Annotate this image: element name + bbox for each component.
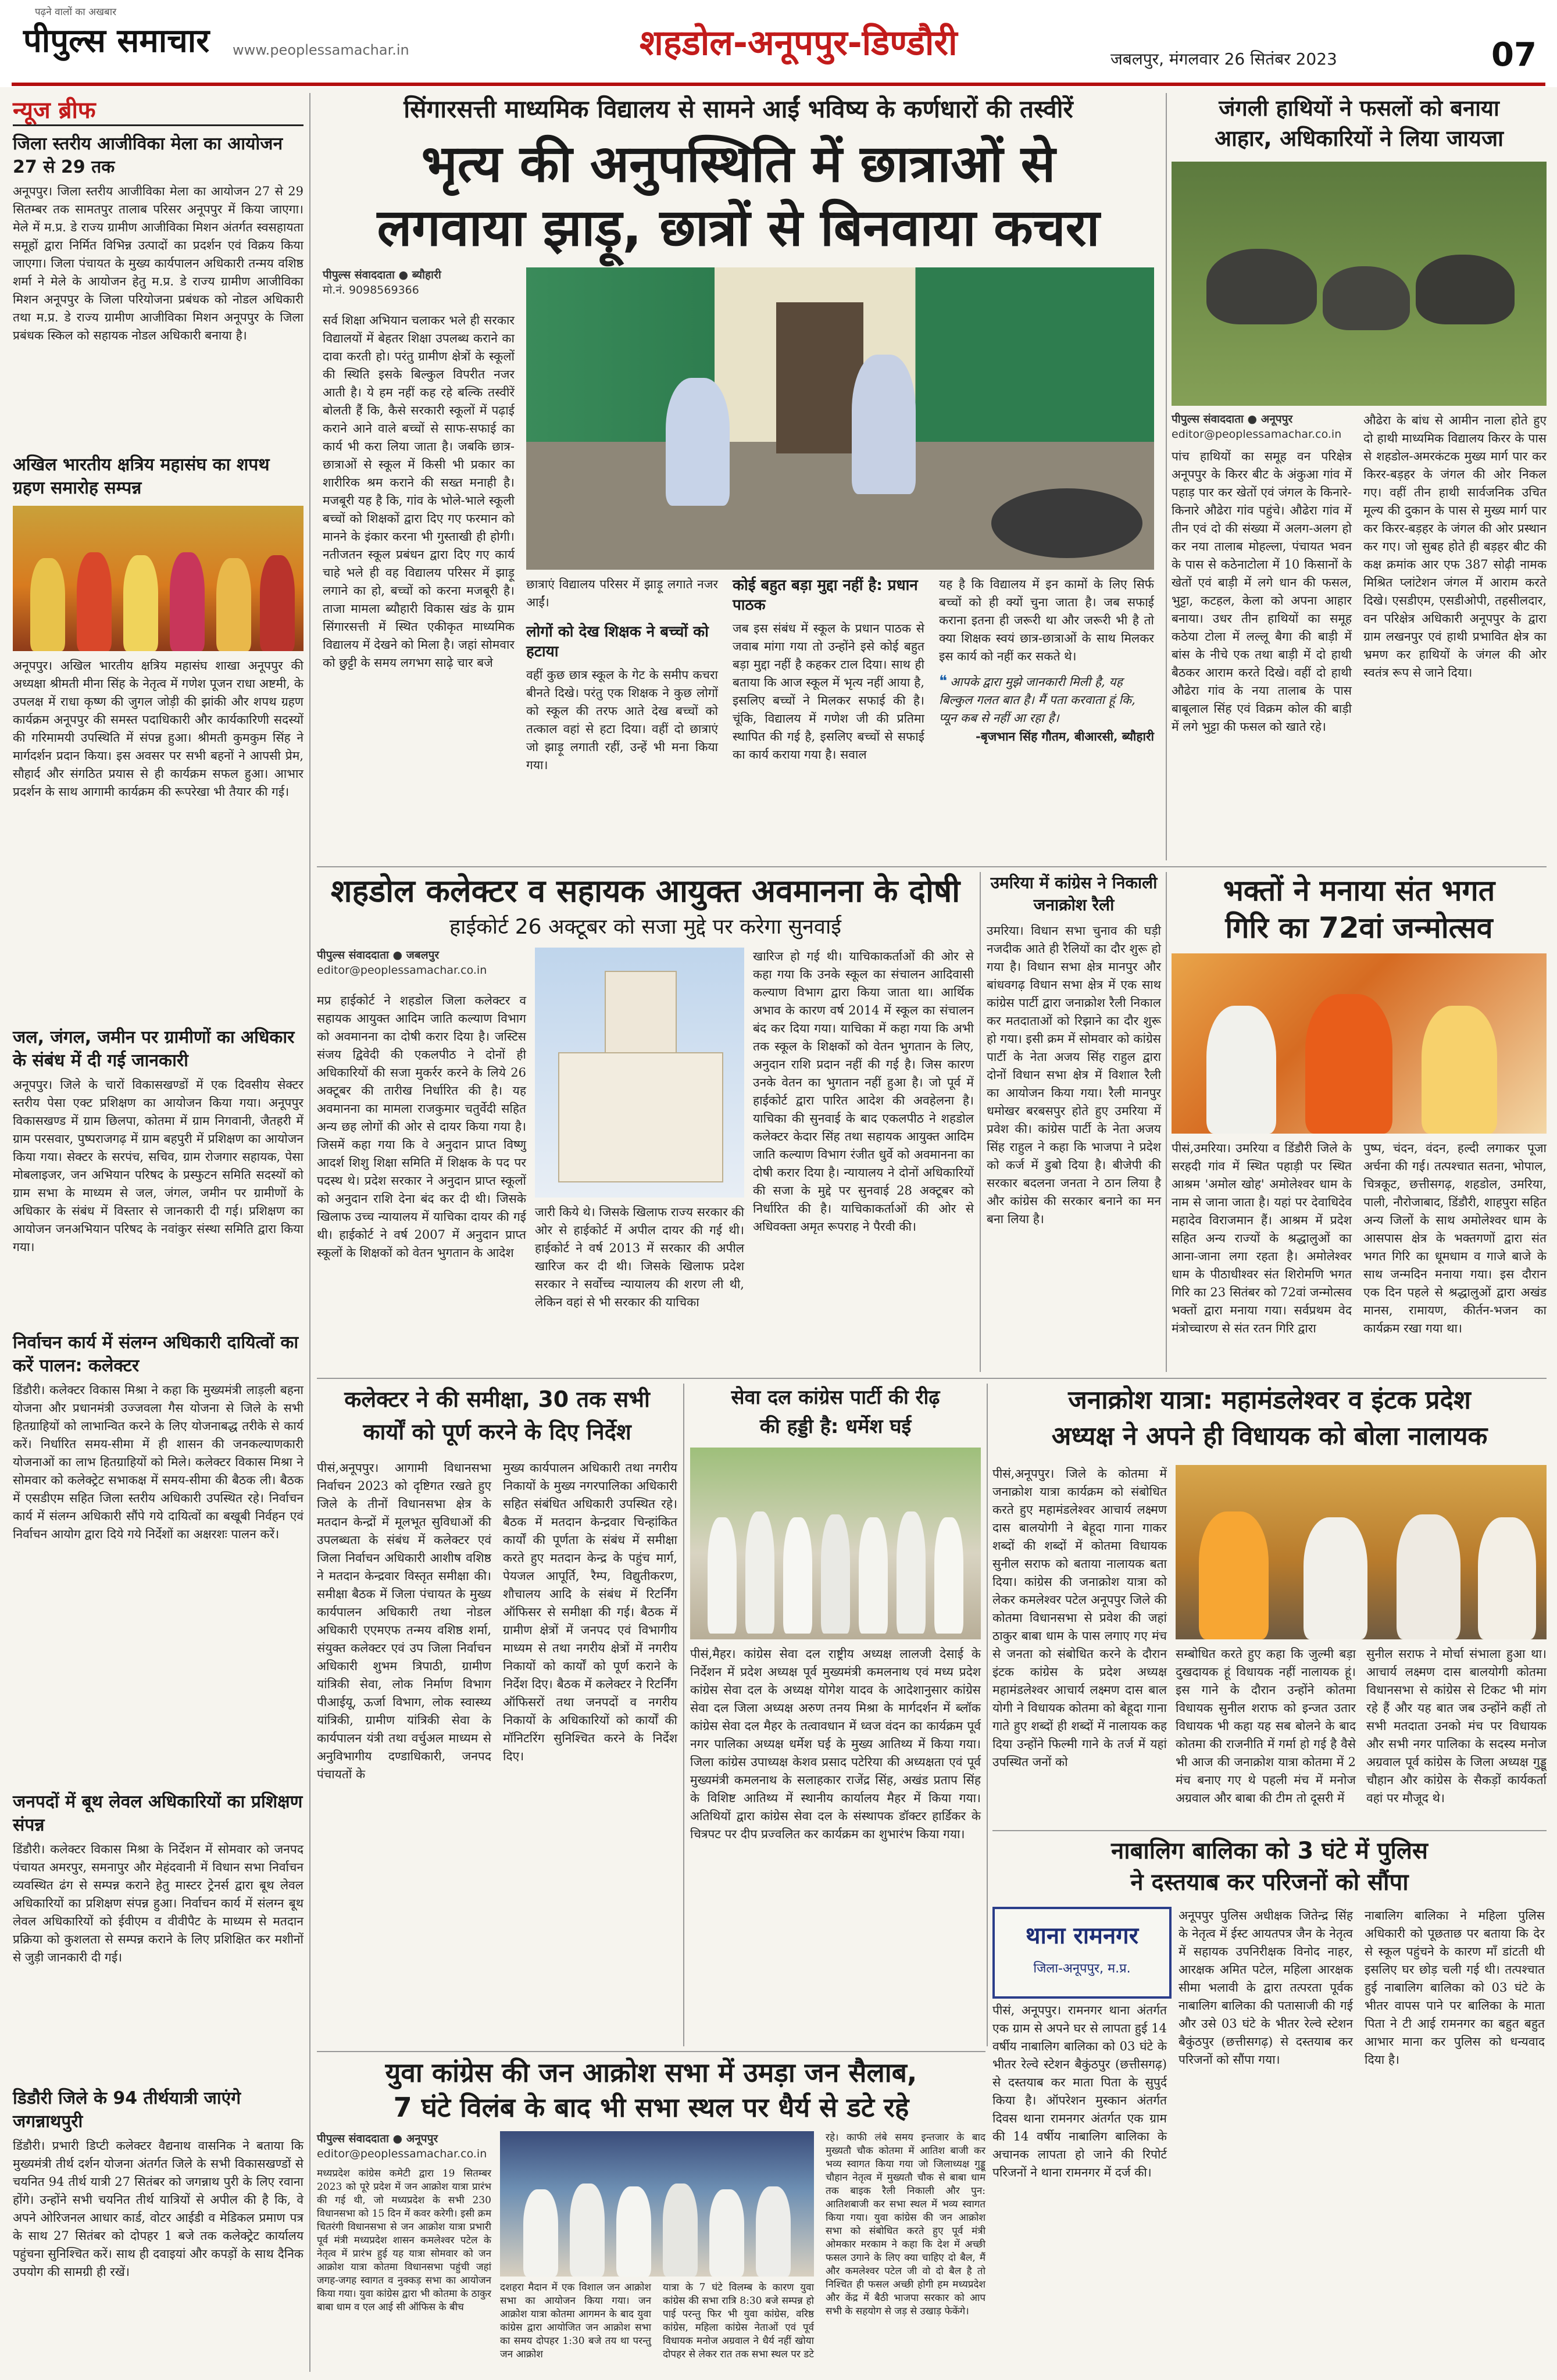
brief-body-2: अनूपपुर। अखिल भारतीय क्षत्रिय महासंघ शाखा अनूपपुर की अध्यक्षा श्रीमती मीना सिंह के नेतृत्व में गणेश पूजन राधा अष्टमी, के उपलक्ष में राधा कृष्ण की जुगल जोड़ी की झांकी और शपथ ग्रहण कार्यक्रम अनूपपुर की समस्त पदाधिकारी और कार्यकारिणी सदस्यों की गरिमामयी उपस्थिति में संपन्न हुआ। श्रीमती कुमकुम सिंह ने मार्गदर्शन प्रदान किया। इस अवसर पर सभी बहनों ने आपसी प्रेम, सौहार्द और संगठित प्रयास से ही कार्यक्रम सफल हुआ। आभार प्रदर्शन के साथ आगामी कार्यक्रम की रूपरेखा भी तैयार की गई। — [13, 659, 303, 799]
brief-body-3: अनूपपुर। जिले के चारों विकासखण्डों में एक दिवसीय सेक्टर स्तरीय पेसा एक्ट प्रशिक्षण का आयोजन किया गया। अनूपपुर विकासखण्ड में ग्राम छिलपा, कोतमा में ग्राम निगवानी, जैतहरी में ग्राम परसवार, पुष्पराजगढ़ में ग्राम बहपुरी में प्रशिक्षण का आयोजन किया गया। सेक्टर के सरपंच, सचिव, ग्राम रोजगार सहायक, पेसा मोबलाइजर, जन अभियान परिषद के प्रस्फुटन समिति सदस्यों को ग्राम सभा के माध्यम से जल, जंगल, जमीन पर ग्रामीणों के अधिकार के संबंध में विस्तार से जानकारी दी गई। प्रशिक्षण का आयोजन जनअभियान परिषद के नवांकुर संस्था समिति द्वारा किया गया। — [13, 1078, 303, 1254]
brief-body-1: अनूपपुर। जिला स्तरीय आजीविका मेला का आयोजन 27 से 29 सितम्बर तक सामतपुर तालाब परिसर अनूपपुर में किया जाएगा। मेले में म.प्र. डे राज्य ग्रामीण आजीविका मिशन अंतर्गत स्वसहायता समूहों द्वारा निर्मित विभिन्न उत्पादों का प्रदर्शन एवं विक्रय किया जाएगा। जिला पंचायत के मुख्य कार्यपालन अधिकारी तन्मय वशिष्ठ शर्मा ने मेले के आयोजन हेतु म.प्र. डे राज्य ग्रामीण आजीविका मिशन अनूपपुर के जिला परियोजना प्रबंधक को नोडल अधिकारी तथा म.प्र. डे राज्य ग्रामीण आजीविका मिशन अनूपपुर के जिला प्रबंधक स्किल को सहायक नोडल अधिकारी बनाया है। — [13, 184, 303, 342]
elephant-byline: पीपुल्स संवाददाता ● अनूपपुर — [1172, 413, 1293, 426]
lead-col4: यह है कि विद्यालय में इन कामों के लिए सिर्फ बच्चों को ही क्यों चुना जाता है। जब सफाई कराना इतना ही जरूरी था और जरूरी भी है तो क्या शिक्षक स्वयं छात्र-छात्राओं के साथ मिलकर इस कार्य को नहीं कर सकते थे। — [939, 577, 1154, 663]
thana-sign — [992, 1907, 1172, 1999]
minor-headline-line1[interactable]: नाबालिग बालिका को 3 घंटे में पुलिस — [1111, 1838, 1428, 1864]
brief-body-5: डिंडौरी। कलेक्टर विकास मिश्रा के निर्देशन में सोमवार को जनपद पंचायत अमरपुर, समनापुर और मेहंदवानी में विधान सभा निर्वाचन व्यवस्थित ढंग से सम्पन्न कराने हेतु मास्टर ट्रेनर्स द्वारा बूथ लेवल अधिकारियों का प्रशिक्षण संपन्न हुआ। निर्वाचन कार्य में संलग्न बूथ लेवल अधिकारियों को ईवीएम व वीवीपैट के माध्यम से मतदान प्रक्रिया को कुशलता से सम्पन्न कराने के लिए प्रशिक्षित कर मशीनों से जुड़ी जानकारी दी गई। — [13, 1842, 303, 1964]
elephant-email[interactable]: editor@peoplessamachar.co.in — [1172, 428, 1342, 441]
sevadal-story — [690, 1384, 981, 2046]
review-col1: पीसं,अनूपपुर। आगामी विधानसभा निर्वाचन 2023 को दृष्टिगत रखते हुए जिले के तीनों विधानसभा क्षेत्र के मतदान केन्द्रों में मूलभूत सुविधाओं की उपलब्धता के संबंध में कलेक्टर एवं जिला निर्वाचन अधिकारी आशीष वशिष्ठ ने मतदान केन्द्रवार विस्तृत समीक्षा की। समीक्षा बैठक में जिला पंचायत के मुख्य कार्यपालन अधिकारी तथा नोडल अधिकारी एएमएफ तन्मय वशिष्ठ शर्मा, संयुक्त कलेक्टर एवं उप जिला निर्वाचन अधिकारी शुभम त्रिपाठी, ग्रामीण यांत्रिकी सेवा, लोक निर्माण विभाग पीआईयू, ऊर्जा विभाग, लोक स्वास्थ्य यांत्रिकी, ग्रामीण यांत्रिकी सेवा के कार्यपालन यंत्री तथा वर्चुअल माध्यम से अनुविभागीय दण्डाधिकारी, जनपद पंचायतों के — [317, 1461, 491, 1781]
brief-headline-6[interactable]: डिडौरी जिले के 94 तीर्थयात्री जाएंगे जगन्नाथपुरी — [13, 2088, 241, 2132]
news-brief-column — [13, 93, 303, 2372]
sant-bhagat-story — [1172, 872, 1547, 1372]
umaria-body: उमरिया। विधान सभा चुनाव की घड़ी नजदीक आते ही रैलियों का दौर शुरू हो गया है। विधान सभा क्षेत्र मानपुर और बांधवगढ़ विधान सभा क्षेत्र में एक साथ कांग्रेस पार्टी द्वारा जनाक्रोश रैली निकाल कर मतदाताओं को रिझाने का दौर शुरू हो गया। इसी क्रम में सोमवार को कांग्रेस पार्टी के नेता अजय सिंह राहुल द्वारा दोनों विधान सभा क्षेत्र में विशाल रैली का आयोजन किया गया। रैली मानपुर धमोखर बरबसपुर होते हुए उमरिया में प्रवेश की। कांग्रेस पार्टी के नेता अजय सिंह राहुल ने कहा कि भाजपा ने प्रदेश को कर्ज में डुबो दिया है। बीजेपी की सरकार बदलना जनता ने ठान लिया है और कांग्रेस की सरकार बनाने का मन बना लिया है। — [987, 924, 1161, 1226]
brief-body-6: डिंडौरी। प्रभारी डिप्टी कलेक्टर वैद्यनाथ वासनिक ने बताया कि मुख्यमंत्री तीर्थ दर्शन योजना अंतर्गत जिले के सभी विकासखण्डों से चयनित 94 तीर्थ यात्री 27 सितंबर को जगन्नाथ पुरी के लिए रवाना होंगे। उन्होंने सभी चयनित तीर्थ यात्रियों से अपील की है कि, वे अपने ओरिजनल आधार कार्ड, वोटर आईडी व मेडिकल प्रमाण पत्र के साथ 27 सितंबर को दोपहर 1 बजे तक कलेक्ट्रेट कार्यालय पहुंचना सुनिश्चित करें। साथ ही दवाइयां और कपड़ों के साथ दैनिक उपयोग की सामग्री ही रखें। — [13, 2139, 303, 2279]
youth-photo — [500, 2131, 814, 2277]
minor-body-3: नाबालिग बालिका ने महिला पुलिस अधिकारी को पूछताछ पर बताया कि देर से स्कूल पहुंचने के कारण माँ डांटती थी इसलिए घर छोड़ चली गई थी। तत्पश्चात हुई नाबालिग बालिका को 03 घंटे के भीतर वापस पाने पर बालिका के माता पिता ने टी आई रामनगर का बहुत बहुत आभार माना कर पुलिस को धन्यवाद दिया है। — [1365, 1909, 1545, 2067]
sant-headline-line1[interactable]: भक्तों ने मनाया संत भगत — [1223, 874, 1495, 907]
youth-headline-line2[interactable]: 7 घंटे विलंब के बाद भी सभा स्थल पर धैर्य से डटे रहे — [393, 2092, 909, 2123]
lead-subhead-2: कोई बहुत बड़ा मुद्दा नहीं है: प्रधान पाठक — [733, 577, 918, 614]
review-headline-line1[interactable]: कलेक्टर ने की समीक्षा, 30 तक सभी — [344, 1386, 650, 1412]
umaria-headline[interactable]: उमरिया में कांग्रेस ने निकाली जनाक्रोश रैली — [990, 873, 1158, 914]
lead-byline: पीपुल्स संवाददाता ● ब्यौहारी — [323, 269, 441, 281]
collector-headline[interactable]: शहडोल कलेक्टर व सहायक आयुक्त अवमानना के दोषी — [330, 873, 960, 909]
sevadal-headline-line1[interactable]: सेवा दल कांग्रेस पार्टी की रीढ़ — [731, 1386, 940, 1409]
brief-headline-4[interactable]: निर्वाचन कार्य में संलग्न अधिकारी दायित्वों का करें पालन: कलेक्टर — [13, 1332, 299, 1376]
janakrosh-story — [992, 1384, 1547, 1825]
website-link[interactable]: www.peoplessamachar.in — [233, 42, 409, 58]
youth-col2: दशहरा मैदान में एक विशाल जन आक्रोश सभा का आयोजन किया गया। जन आक्रोश यात्रा कोतमा आगमन के बाद युवा कांग्रेस द्वारा आयोजित जन आक्रोश सभा का समय दोपहर 1:30 बजे तय था परन्तु जन आक्रोश — [500, 2282, 651, 2360]
janakrosh-headline-line2[interactable]: अध्यक्ष ने अपने ही विधायक को बोला नालायक — [1051, 1421, 1488, 1451]
janakrosh-col2: सम्बोधित करते हुए कहा कि जुल्मी बड़ा दुखदायक हूं विधायक नहीं नालायक हूं। इस गाने के दौरान उन्होंने कोतमा विधायक सुनील शराफ को इन्जत उतार विधायक भी कहा यह सब बोलने के बाद कोतमा की राजनीति में गर्मा हो गई है वैसे भी आज की जनाक्रोश यात्रा कोतमा में 2 मंच बनाए गए थे पहली मंच में मनोज अग्रवाल और बाबा की टीम तो दूसरी में — [1176, 1647, 1356, 1805]
sevadal-body: पीसं,मैहर। कांग्रेस सेवा दल राष्ट्रीय अध्यक्ष लालजी देसाई के निर्देशन में प्रदेश अध्यक्ष पूर्व मुख्यमंत्री कमलनाथ एवं मध्य प्रदेश कांग्रेस सेवा दल के अध्यक्ष योगेश यादव के आदेशानुसार कांग्रेस सेवा दल जिला अध्यक्ष अरुण तनय मिश्रा के मार्गदर्शन में ब्लॉक कांग्रेस सेवा दल मैहर के तत्वावधान में ध्वज वंदन का कार्यक्रम पूर्व नगर पालिका अध्यक्ष धर्मेश घई के मुख्य आतिथ्य में किया गया। जिला कांग्रेस उपाध्यक्ष केशव प्रसाद पटेरिया की अध्यक्षता एवं पूर्व मुख्यमंत्री कमलनाथ के सलाहकार राजेंद्र सिंह, अखंड प्रताप सिंह के विशिष्ट आतिथ्य में स्थानीय कार्यालय मैहर में किया गया। अतिथियों द्वारा कांग्रेस सेवा दल के संस्थापक डॉक्टर हार्डिकर के चित्रपट पर दीप प्रज्वलित कर कार्यक्रम का शुभारंभ किया गया। — [690, 1647, 981, 1841]
lead-contact: मो.नं. 9098569366 — [323, 284, 419, 296]
review-col2: मुख्य कार्यपालन अधिकारी तथा नगरीय निकायों के मुख्य नगरपालिका अधिकारी सहित संबंधित अधिकारी उपस्थित रहे। बैठक में मतदान केन्द्रवार चिन्हांकित कार्यों की पूर्णता के संबंध में समीक्षा करते हुए मतदान केन्द्र के पहुंच मार्ग, पेयजल आपूर्ति, रैम्प, विद्युतीकरण, शौचालय आदि के संबंध में रिटर्निंग ऑफिसर से समीक्षा की गई। बैठक में ग्रामीण क्षेत्रों में जनपद एवं विभागीय माध्यम से तथा नगरीय क्षेत्रों में नगरीय निकायों को कार्यों को पूर्ण कराने के निर्देश दिए। बैठक में कलेक्टर ने रिटर्निंग ऑफिसरों तथा जनपदों व नगरीय निकायों के अधिकारियों को कार्यों की मॉनिटरिंग सुनिश्चित करने के निर्देश दिए। — [503, 1461, 677, 1763]
dateline: जबलपुर, मंगलवार 26 सितंबर 2023 — [1110, 49, 1337, 69]
lead-headline-line2[interactable]: लगवाया झाड़ू, छात्रों से बिनवाया कचरा — [377, 198, 1100, 258]
elephant-headline-line1[interactable]: जंगली हाथियों ने फसलों को बनाया — [1219, 95, 1499, 121]
page-number: 07 — [1491, 36, 1537, 74]
sevadal-photo — [690, 1448, 981, 1639]
thana-sign-title: थाना रामनगर — [1025, 1922, 1139, 1949]
sant-photo — [1172, 953, 1547, 1134]
brief-headline-2[interactable]: अखिल भारतीय क्षत्रिय महासंघ का शपथ ग्रहण समारोह सम्पन्न — [13, 455, 270, 498]
janakrosh-col1: पीसं,अनूपपुर। जिले के कोतमा में जनाक्रोश यात्रा कार्यक्रम को संबोधित करते हुए महामंडलेश्वर आचार्य लक्ष्मण दास बालयोगी ने बेहूदा गाना गाकर शब्दों की शब्दों में कोतमा विधायक सुनील सराफ को बताया नालायक बता दिया। कांग्रेस की जनाक्रोश यात्रा को लेकर कमलेश्वर पटेल अनूपपुर जिले की कोतमा विधानसभा से प्रवेश की जहां ठाकुर बाबा धाम के पास लगाए गए मंच से जनता को संबोधित करने के दौरान इंटक कांग्रेस के प्रदेश अध्यक्ष महामंडलेश्वर आचार्य लक्ष्मण दास बाल योगी ने विधायक कोतमा को बेहूदा गाना गाते हुए शब्दों ही शब्दों में नालायक कह दिया उन्होंने फिल्मी गाने के तर्ज में यहां उपस्थित जनों को — [992, 1467, 1167, 1769]
youth-byline: पीपुल्स संवाददाता ● अनूपपुर — [317, 2132, 438, 2145]
paper-logo: पीपुल्स समाचार — [23, 22, 210, 60]
youth-col4: रहे। काफी लंबे समय इन्तजार के बाद मुख्यतौ चौक कोतमा में आतिश बाजी कर भव्य स्वागत किया गया जो जिलाध्यक्ष गुड्डू चौहान नेतृत्व में मुख्यतौ चौक से बाबा धाम तक बाइक रैली निकाली और पुन: आतिशबाजी कर सभा स्थल में भव्य स्वागत किया गया। युवा कांग्रेस की जन आक्रोश सभा को संबोधित करते हुए पूर्व मंत्री ओमकार मरकाम ने कहा कि देश में अच्छी फसल उगाने के लिए क्या चाहिए दो बैल, मैं और कमलेश्वर पटेल जी वो दो बैल है तो निश्चित ही फसल अच्छी होगी हम मध्यप्रदेश और केंद्र में बैठी भाजपा सरकार को आप सभी के सहयोग से जड़ से उखाड़ फेकेंगे। — [826, 2132, 985, 2317]
lead-quote-author: -बृजभान सिंह गौतम, बीआरसी, ब्यौहारी — [976, 729, 1154, 744]
lead-quote-box — [939, 673, 1154, 745]
brief-headline-1[interactable]: जिला स्तरीय आजीविका मेला का आयोजन 27 से 29 तक — [13, 134, 283, 177]
janakrosh-headline-line1[interactable]: जनाक्रोश यात्रा: महामंडलेश्वर व इंटक प्रदेश — [1068, 1385, 1471, 1415]
highcourt-photo — [535, 948, 744, 1198]
collector-col2: जारी किये थे। जिसके खिलाफ राज्य सरकार की ओर से हाईकोर्ट में अपील दायर की गई थी। हाईकोर्ट ने वर्ष 2013 में सरकार की अपील खारिज कर दी थी। जिसके खिलाफ प्रदेश सरकार ने सर्वोच्च न्यायालय की शरण ली थी, लेकिन वहां से भी सरकार की याचिका — [535, 1205, 744, 1309]
collector-review-story — [317, 1384, 677, 2046]
section-title: शहडोल-अनूपपुर-डिण्डौरी — [640, 23, 958, 63]
youth-email[interactable]: editor@peoplessamachar.co.in — [317, 2147, 487, 2160]
paper-tagline: पढ़ने वालों का अखबार — [35, 6, 117, 18]
minor-headline-line2[interactable]: ने दस्तयाब कर परिजनों को सौंपा — [1130, 1869, 1409, 1896]
sant-body-1: पीसं,उमरिया। उमरिया व डिंडौरी जिले के सरहदी गांव में स्थित पहाड़ी पर स्थित आश्रम 'अमोल खोह' अमोलेश्वर धाम के नाम से जाना जाता है। यहां पर देवाधिदेव महादेव विराजमान हैं। आश्रम में प्रदेश सहित अन्य राज्यों के श्रद्धालुओं का आना-जाना लगा रहता है। अमोलेश्वर धाम के पीठाधीश्वर संत शिरोमणि भगत गिरि का 23 सितंबर को 72वां जन्मोत्सव भक्तों द्वारा मनाया गया। सर्वप्रथम वेद मंत्रोच्चारण से संत रतन गिरि द्वारा — [1172, 1141, 1352, 1335]
review-headline-line2[interactable]: कार्यों को पूर्ण करने के दिए निर्देश — [363, 1419, 631, 1445]
thana-sign-sub: जिला-अनूपपुर, म.प्र. — [1033, 1961, 1131, 1976]
elephant-story — [1172, 93, 1547, 866]
collector-col1: मप्र हाईकोर्ट ने शहडोल जिला कलेक्टर व सहायक आयुक्त आदिम जाति कल्याण विभाग को अवमानना का दोषी करार दिया है। जस्टिस संजय द्विवेदी की एकलपीठ ने दोनों ही अधिकारियों की सजा मुकर्रर करने के लिये 26 अक्टूबर की तारीख निर्धारित की है। यह अवमानना का मामला राजकुमार चतुर्वेदी सहित अन्य छह लोगों की ओर से दायर किया गया है। जिसमें कहा गया कि वे अनुदान प्राप्त विष्णु आदर्श शिशु शिक्षा समिति में शिक्षक के पद पर पदस्थ थे। प्रदेश सरकार ने अनुदान प्राप्त स्कूलों को अनुदान राशि देना बंद कर दी थी। जिसके खिलाफ उच्च न्यायालय में याचिका दायर की गई थी। हाईकोर्ट ने वर्ष 2007 में अनुदान प्राप्त स्कूलों के शिक्षकों को वेतन भुगतान के आदेश — [317, 994, 526, 1260]
quote-icon: ❝ — [939, 673, 947, 690]
elephant-col2: औढेरा के बांध से आमीन नाला होते हुए दो हाथी माध्यमिक विद्यालय किरर के पास से शहडोल-अमरकंटक मुख्य मार्ग पार कर किरर-बड़हर के जंगल की ओर निकल गए। वहीं तीन हाथी सार्वजनिक उचित मूल्य की दुकान के पास से मुख्य मार्ग पार कर किरर-बड़हर के जंगल की ओर प्रस्थान कर गए। जो सुबह होते ही बड़हर बीट की कक्ष क्रमांक आर एफ 387 सोढ़ी नामक मिश्रित प्लांटेशन जंगल में आराम करते दिखे। एसडीएम, एसडीओपी, तहसीलदार, वन परिक्षेत्र अधिकारी अनूपपुर के द्वारा ग्राम लखनपुर एवं हाथी प्रभावित क्षेत्र का भ्रमण कर हाथियों के जंगल की ओर स्वतंत्र रूप से जाने दिया। — [1363, 413, 1547, 680]
lead-col1: सर्व शिक्षा अभियान चलाकर भले ही सरकार विद्यालयों में बेहतर शिक्षा उपलब्ध कराने का दावा करती हो। परंतु ग्रामीण क्षेत्रों के स्कूलों की स्थिति इसके बिल्कुल विपरीत नजर आती है। ये हम नहीं कह रहे बल्कि तस्वीरें बोलती हैं कि, कैसे सरकारी स्कूलों में पढ़ाई कराने आने वाले बच्चों से साफ-सफाई का कार्य भी करा लिया जाता है। जबकि छात्र-छात्राओं से स्कूल में किसी भी प्रकार का शारीरिक श्रम कराने की सख्त मनाही है। मजबूरी यह है कि, गांव के भोले-भाले स्कूली बच्चों को शिक्षकों द्वारा दिए गए फरमान को मानने के इंकार करना भी गुस्ताखी ही होगी। नतीजतन स्कूल प्रबंधन द्वारा दिए गए कार्य चाहे भले ही वह विद्यालय परिसर में झाड़ू लगाने का हो, बच्चों को करना मजबूरी है। ताजा मामला ब्यौहारी विकास खंड के ग्राम सिंगारसत्ती में स्थित एकीकृत माध्यमिक विद्यालय में देखने को मिला है। जहां सोमवार को छुट्टी के समय लगभग साढ़े चार बजे — [323, 313, 515, 670]
collector-byline: पीपुल्स संवाददाता ● जबलपुर — [317, 949, 440, 962]
lead-headline-line1[interactable]: भृत्य की अनुपस्थिति में छात्राओं से — [421, 134, 1056, 194]
elephant-headline-line2[interactable]: आहार, अधिकारियों ने लिया जायजा — [1215, 126, 1504, 151]
elephant-col1: पांच हाथियों का समूह वन परिक्षेत्र अनूपपुर के किरर बीट के अंकुआ गांव में पहाड़ पार कर खेतों एवं जंगल के किनारे-किनारे औढेरा गांव पहुंचे। औढेरा गांव में तीन एवं दो की संख्या में अलग-अलग हो कर नया तालाब मोहल्ला, पंचायत भवन के पास से कठेनाटोला में 10 किसानों के खेतों एवं बाड़ी में लगे धान की फसल, भुट्टा, कटहल, केला को अपना आहार बनाया। उधर तीन हाथियों का समूह कठेया टोला में लल्लू बैगा की बाड़ी में बांस के नीचे एक तथा बाड़ी में दो हाथी बैठकर आराम करते दिखे। वहीं दो हाथी औढेरा गांव के नया तालाब के पास बाबूलाल सिंह एवं विक्रम कोल की बाड़ी में लगे भुट्टा की फसल को खाते रहे। — [1172, 449, 1352, 734]
minor-body-2: पीसं, अनूपपुर। रामनगर थाना अंतर्गत एक ग्राम से अपने घर से लापता हुई 14 वर्षीय नाबालिग बालिका को 03 घंटे के भीतर रेल्वे स्टेशन बैकुंठपुर (छत्तीसगढ़) से दस्तयाब कर माता पिता के सुपुर्द किया है। ऑपरेशन मुस्कान अंतर्गत दिवस थाना रामनगर अंतर्गत एक ग्राम की 14 वर्षीय नाबालिग बालिका के अचानक लापता हो जाने की रिपोर्ट परिजनों ने थाना रामनगर में दर्ज की। — [992, 2003, 1167, 2179]
lead-subhead-1: लोगों को देख शिक्षक ने बच्चों को हटाया — [526, 623, 709, 660]
janakrosh-col3: सुनील सराफ ने मोर्चा संभाला हुआ था। आचार्य लक्ष्मण दास बालयोगी कोतमा विधानसभा से कांग्रेस से टिकट भी मांग रहे हैं और यह बात जब उन्होंने कहीं तो सभी मतदाता उनको मंच पर विधायक और सभी नगर पालिका के सदस्य मनोज अग्रवाल पूर्व कांग्रेस के जिला अध्यक्ष गुड्डू चौहान और कांग्रेस के सैकड़ों कार्यकर्ता वहां पर मौजूद थे। — [1366, 1647, 1547, 1805]
brief-photo-kshatriya — [13, 506, 303, 651]
youth-congress-story — [317, 2056, 985, 2372]
lead-col3: जब इस संबंध में स्कूल के प्रधान पाठक से जवाब मांगा गया तो उन्होंने इसे कोई बहुत बड़ा मुद्दा नहीं है कहकर टाल दिया। साथ ही बताया कि आज स्कूल में भृत्य नहीं आया है, इसलिए बच्चों ने मिलकर सफाई की है। चूंकि, विद्यालय में गणेश जी की प्रतिमा स्थापित की गई है, इसलिए बच्चों से सफाई का कार्य कराया गया है। सवाल — [733, 621, 924, 762]
brief-headline-3[interactable]: जल, जंगल, जमीन पर ग्रामीणों का अधिकार के संबंध में दी गई जानकारी — [13, 1027, 295, 1071]
minor-girl-story — [992, 1836, 1547, 2371]
sant-headline-line2[interactable]: गिरि का 72वां जन्मोत्सव — [1225, 911, 1493, 945]
collector-subheadline[interactable]: हाईकोर्ट 26 अक्टूबर को सजा मुद्दे पर करेगा सुनवाई — [449, 915, 841, 939]
brief-body-4: डिंडौरी। कलेक्टर विकास मिश्रा ने कहा कि मुख्यमंत्री लाड़ली बहना योजना और प्रधानमंत्री उज्जवला गैस योजना से जिले के सभी हितग्राहियों को लाभान्वित करने के लिए योजनाबद्ध तरीके से कार्य करें। निर्धारित समय-सीमा में ही शासन की जनकल्याणकारी योजनाओं का लाभ हितग्राहियों को मिले। कलेक्टर विकास मिश्रा ने सोमवार को कलेक्ट्रेट सभाकक्ष में समय-सीमा की बैठक ली। बैठक में एसडीएम सहित जिला स्तरीय अधिकारी उपस्थित रहे। निर्वाचन कार्य में संलग्न अधिकारी सौंपे गये दायित्वों का बखूबी निर्वहन एवं निर्वाचन आयोग द्वारा दिये गये निर्देशों का अक्षरशः पालन करें। — [13, 1383, 303, 1541]
brief-headline-5[interactable]: जनपदों में बूथ लेवल अधिकारियों का प्रशिक्षण संपन्न — [13, 1792, 303, 1835]
sant-body-2: पुष्प, चंदन, वंदन, हल्दी लगाकर पूजा अर्चना की गई। तत्पश्चात सतना, भोपाल, चित्रकूट, छत्तीसगढ़, शहडोल, उमरिया, पाली, नौरोजाबाद, डिंडौरी, शाहपुरा सहित अन्य जिलों के साथ अमोलेश्वर धाम के आसपास क्षेत्र के भक्तगणों द्वारा संत भगत गिरि का धूमधाम व गाजे बाजे के साथ जन्मदिन मनाया गया। इस दौरान एक दिन पहले से श्रद्धालुओं द्वारा अखंड मानस, रामायण, कीर्तन-भजन का कार्यक्रम रखा गया था। — [1363, 1141, 1547, 1335]
lead-col2b: वहीं कुछ छात्र स्कूल के गेट के समीप कचरा बीनते दिखे। परंतु एक शिक्षक ने कुछ लोगों को स्कूल की तरफ आते देख बच्चों को तत्काल वहां से हटा दिया। वहीं दो छात्राएं जो झाड़ू लगाती रहीं, उन्हें भी मना किया गया। — [526, 668, 718, 772]
sevadal-headline-line2[interactable]: की हड्डी है: धर्मेश घई — [759, 1415, 912, 1438]
elephant-photo — [1172, 162, 1547, 406]
masthead — [0, 0, 1557, 87]
minor-body-1: अनूपपुर पुलिस अधीक्षक जितेन्द्र सिंह के नेतृत्व में ईस्ट आयतपत्र जैन के नेतृत्व में सहायक उपनिरीक्षक विनोद नाहर, आरक्षक अमित पटेल, महिला आरक्षक सीमा भलावी के द्वारा तत्परता पूर्वक नाबालिग बालिका की पतासाजी की गई और उसे 03 घंटे के भीतर रेल्वे स्टेशन बैकुंठपुर (छत्तीसगढ़) से दस्तयाब कर परिजनों को सौंपा गया। — [1179, 1909, 1353, 2067]
lead-story — [317, 93, 1160, 866]
lead-col2: छात्राएं विद्यालय परिसर में झाड़ू लगाते नजर आईं। — [526, 577, 718, 609]
youth-headline-line1[interactable]: युवा कांग्रेस की जन आक्रोश सभा में उमड़ा जन सैलाब, — [385, 2057, 917, 2088]
collector-col3: खारिज हो गई थी। याचिकाकर्ताओं की ओर से कहा गया कि उनके स्कूल का संचालन आदिवासी कल्याण विभाग द्वारा किया जाता था। आर्थिक अभाव के कारण वर्ष 2014 में स्कूल का संचालन बंद कर दिया गया। याचिका में कहा गया कि अभी तक स्कूल के शिक्षकों को वेतन भुगतान के लिए, अनुदान राशि प्रदान नहीं की गई है। जिस कारण उनके वेतन का भुगतान नहीं हुआ है। जो पूर्व में हाईकोर्ट द्वारा पारित आदेश की अवहेलना है। याचिका की सुनवाई के बाद एकलपीठ ने शहडोल कलेक्टर केदार सिंह तथा सहायक आयुक्त आदिम जाति कल्याण विभाग रंजीत धुर्वे को अवमानना का दोषी करार दिया है। न्यायालय ने दोनों अधिकारियों की सजा के मुद्दे पर सुनवाई 28 अक्टूबर को निर्धारित की है। याचिकाकर्ताओं की ओर से अधिवक्ता अमृत रूपराह ने पैरवी की। — [753, 949, 974, 1234]
janakrosh-photo — [1176, 1465, 1547, 1639]
umaria-rally-story — [987, 872, 1161, 1372]
youth-col3: यात्रा के 7 घंटे विलम्ब के कारण युवा कांग्रेस की सभा रात्रि 8:30 बजे सम्पन्न हो पाई परन्तु फिर भी युवा कांग्रेस, वरिष्ठ कांग्रेस, महिला कांग्रेस नेताओं एवं पूर्व विधायक मनोज अग्रवाल ने धैर्य नहीं खोया दोपहर से लेकर रात तक सभा स्थल पर डटे — [663, 2282, 814, 2360]
youth-col1: मध्यप्रदेश कांग्रेस कमेटी द्वारा 19 सितम्बर 2023 को पूरे प्रदेश में जन आक्रोश यात्रा प्रारंभ की गई थी, जो मध्यप्रदेश के सभी 230 विधानसभा को 15 दिन में कवर करेगी। इसी क्रम चितरंगी विधानसभा से जन आक्रोश यात्रा प्रभारी पूर्व मंत्री मध्यप्रदेश शासन कमलेश्वर पटेल के नेतृत्व में प्रारंभ हुई यह यात्रा सोमवार को जन आक्रोश यात्रा कोतमा विधानसभा पहुंची जहां जगह-जगह स्वागत व नुक्कड़ सभा का आयोजन किया गया। युवा कांग्रेस द्वारा भी कोतमा के ठाकुर बाबा धाम व एल आई सी ऑफिस के बीच — [317, 2168, 491, 2313]
collector-email[interactable]: editor@peoplessamachar.co.in — [317, 964, 487, 977]
lead-kicker[interactable]: सिंगारसत्ती माध्यमिक विद्यालय से सामने आईं भविष्य के कर्णधारों की तस्वीरें — [403, 95, 1073, 123]
news-brief-label: न्यूज ब्रीफ — [13, 97, 96, 124]
masthead-rule — [12, 83, 1545, 86]
lead-quote: आपके द्वारा मुझे जानकारी मिली है, यह बिल्कुल गलत बात है। मैं पता करवाता हूं कि, प्यून कब से नहीं आ रहा है। — [939, 675, 1135, 725]
collector-story — [317, 872, 974, 1372]
lead-photo-school — [526, 267, 1154, 570]
